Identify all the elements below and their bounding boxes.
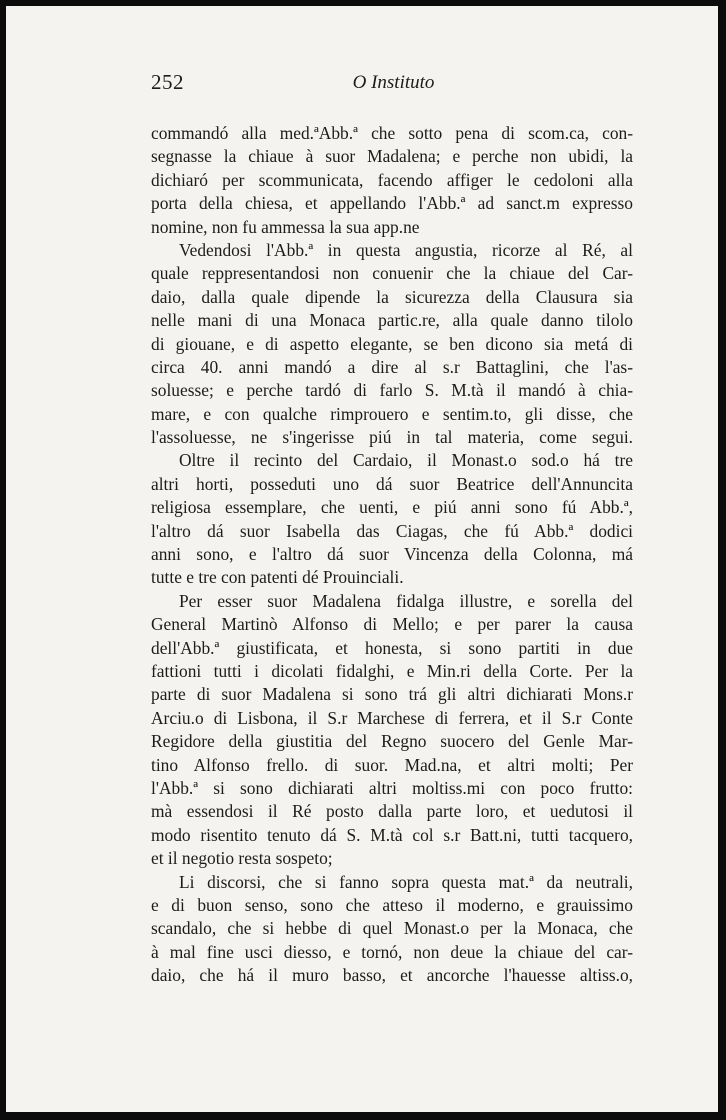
text-line: anni sono, e l'altro dá suor Vincenza della Colonna, má [151,544,633,565]
text-line: commandó alla med.ªAbb.ª che sotto pena di scom.ca, con- [151,123,633,143]
text-line: Oltre il recinto del Cardaio, il Monast.o sod.o há tre [179,450,633,471]
text-line: l'altro dá suor Isabella das Ciagas, che fú Abb.ª dodici [151,520,633,541]
text-line: Vedendosi l'Abb.ª in questa angustia, ricorze al Ré, al [179,239,633,260]
text-line: mare, e con qualche rimprouero e sentim.to, gli disse, che [151,403,633,424]
text-line: fattioni tutti i dicolati fidalghi, e Min.ri della Corte. Per la [151,660,633,681]
text-line: daio, che há il muro basso, et ancorche l'hauesse altiss.o, [151,965,633,986]
text-line: circa 40. anni mandó a dire al s.r Battaglini, che l'as- [151,356,633,377]
text-line: quale reppresentandosi non conuenir che la chiaue del Car- [151,263,633,284]
text-line: tino Alfonso frello. di suor. Mad.na, et altri molti; Per [151,754,633,775]
text-line: modo risentito tenuto dá S. M.tà col s.r Batt.ni, tutti tacquero, [151,824,633,845]
text-line: Arciu.o di Lisbona, il S.r Marchese di ferrera, et il S.r Conte [151,707,633,728]
text-line: daio, dalla quale dipende la sicurezza della Clausura sia [151,286,633,307]
text-line: Per esser suor Madalena fidalga illustre, e sorella del [179,590,633,611]
text-line: General Martinò Alfonso di Mello; e per parer la causa [151,614,633,635]
text-line: soluesse; e perche tardó di farlo S. M.tà il mandó à chia- [151,380,633,401]
text-line: dichiaró per scommunicata, facendo affiger le cedoloni alla [151,169,633,190]
text-line: scandalo, che si hebbe di quel Monast.o per la Monaca, che [151,918,633,939]
text-line: et il negotio resta sospeto; [151,848,333,869]
running-title: O Instituto [352,72,435,93]
page-number: 252 [151,70,184,94]
text-line: parte di suor Madalena si sono trá gli altri dichiarati Mons.r [151,684,633,705]
text-line: altri horti, posseduti uno dá suor Beatrice dell'Annuncita [151,473,633,494]
text-line: tutte e tre con patenti dé Prouinciali. [151,567,404,588]
text-line: religiosa essemplare, che uenti, e piú anni sono fú Abb.ª, [151,497,633,518]
text-line: e di buon senso, sono che atteso il moderno, e grauissimo [151,894,633,915]
text-line: porta della chiesa, et appellando l'Abb.ª ad sanct.m expresso [151,193,633,214]
text-line: di giouane, e di aspetto elegante, se ben dicono sia metá di [151,333,633,354]
text-line: segnasse la chiaue à suor Madalena; e perche non ubidi, la [151,146,633,167]
body-text [151,122,633,987]
text-line: Regidore della giustitia del Regno suocero del Genle Mar- [151,731,633,752]
text-line: nelle mani di una Monaca partic.re, alla quale danno tilolo [151,310,633,331]
text-line: l'assoluesse, ne s'ingerisse piú in tal materia, come segui. [151,427,633,448]
page-header [151,70,636,104]
text-line: l'Abb.ª si sono dichiarati altri moltiss.mi con poco frutto: [151,777,633,798]
text-line: mà essendosi il Ré posto dalla parte loro, et uedutosi il [151,801,633,822]
text-line: dell'Abb.ª giustificata, et honesta, si sono partiti in due [151,637,633,658]
text-line: nomine, non fu ammessa la sua app.ne [151,216,420,237]
text-line: Li discorsi, che si fanno sopra questa mat.ª da neutrali, [179,871,633,892]
book-page [6,6,718,1112]
text-line: à mal fine usci diesso, e tornó, non deue la chiaue del car- [151,941,633,962]
